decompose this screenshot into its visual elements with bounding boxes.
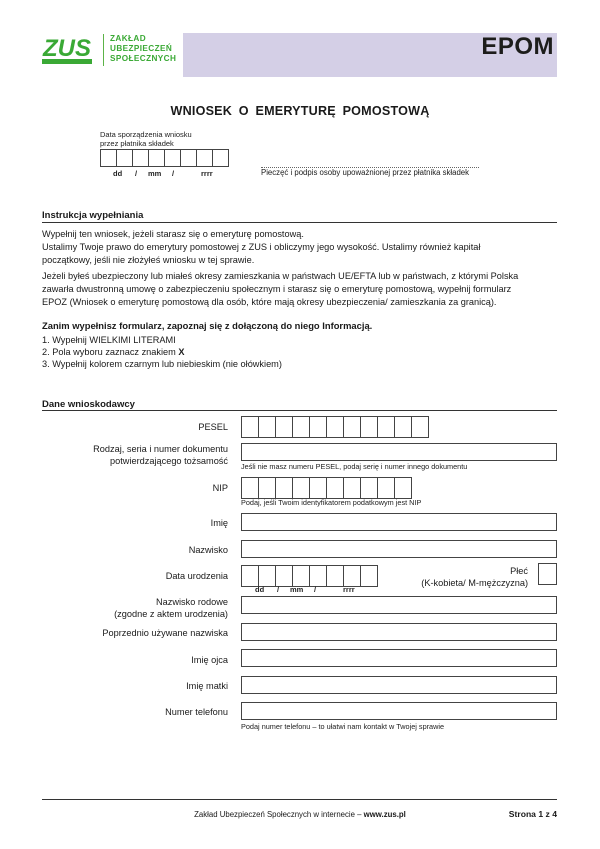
logo-line-1: ZAKŁAD — [110, 34, 147, 43]
instruction-heading: Instrukcja wypełniania — [42, 210, 144, 221]
nip-cell[interactable] — [377, 477, 395, 499]
applicant-rule — [42, 410, 557, 411]
step-2: 2. Pola wyboru zaznacz znakiem — [42, 347, 176, 357]
father-name-label: Imię ojca — [191, 655, 228, 665]
pesel-cell[interactable] — [360, 416, 378, 438]
applicant-heading: Dane wnioskodawcy — [42, 399, 135, 410]
logo-text: ZUS — [43, 35, 91, 62]
p2-line-3: EPOZ (Wniosek o emeryturę pomostową dla osób, które mają okresy ubezpieczenia/ zamieszkania za granicą). — [42, 297, 497, 307]
birth-cell[interactable] — [241, 565, 259, 587]
prep-date-label-2: przez płatnika składek — [100, 139, 174, 148]
sex-label-1: Płeć — [510, 566, 528, 576]
pesel-cell[interactable] — [326, 416, 344, 438]
phone-label: Numer telefonu — [165, 707, 228, 717]
document-label-1: Rodzaj, seria i numer dokumentu — [93, 444, 228, 454]
date-cell[interactable] — [180, 149, 197, 167]
form-code: EPOM — [481, 33, 554, 60]
nip-cell[interactable] — [292, 477, 310, 499]
pesel-cell[interactable] — [377, 416, 395, 438]
birth-cell[interactable] — [309, 565, 327, 587]
family-name-input[interactable] — [241, 596, 557, 614]
prep-date-mm: mm — [148, 169, 162, 178]
instruction-paragraph-2 — [42, 270, 557, 309]
family-name-label — [42, 596, 228, 620]
mother-name-label: Imię matki — [186, 681, 228, 691]
first-name-label: Imię — [210, 518, 228, 528]
instruction-steps — [42, 334, 282, 370]
date-cell[interactable] — [196, 149, 213, 167]
instruction-rule — [42, 222, 557, 223]
prep-date-label-1: Data sporządzenia wniosku — [100, 130, 192, 139]
footer-link[interactable]: www.zus.pl — [363, 810, 406, 819]
birth-cell[interactable] — [275, 565, 293, 587]
step-1: 1. Wypełnij WIELKIMI LITERAMI — [42, 335, 176, 345]
sex-input[interactable] — [538, 563, 557, 585]
birth-yyyy: rrrr — [343, 585, 355, 594]
birth-mm: mm — [290, 585, 304, 594]
pesel-cell[interactable] — [343, 416, 361, 438]
pesel-cell[interactable] — [275, 416, 293, 438]
birth-sep1: / — [277, 585, 280, 594]
birth-cell[interactable] — [343, 565, 361, 587]
pesel-label: PESEL — [198, 422, 228, 432]
document-label — [42, 443, 228, 467]
pesel-cell[interactable] — [292, 416, 310, 438]
birth-cell[interactable] — [258, 565, 276, 587]
logo-separator — [103, 34, 104, 66]
pesel-cell[interactable] — [309, 416, 327, 438]
first-name-input[interactable] — [241, 513, 557, 531]
date-cell[interactable] — [132, 149, 149, 167]
p1-line-3: początkowy, jeśli nie złożyłeś wniosku w tej sprawie. — [42, 255, 255, 265]
pesel-cell[interactable] — [394, 416, 412, 438]
prep-date-input[interactable] — [100, 149, 228, 167]
phone-input[interactable] — [241, 702, 557, 720]
family-name-label-1: Nazwisko rodowe — [156, 597, 228, 607]
prep-date-dd: dd — [113, 169, 123, 178]
phone-hint: Podaj numer telefonu – to ułatwi nam kontakt w Twojej sprawie — [241, 722, 445, 731]
birth-date-input[interactable] — [241, 565, 377, 587]
step-3: 3. Wypełnij kolorem czarnym lub niebieskim (nie ołówkiem) — [42, 359, 282, 369]
prep-date-sep2: / — [172, 169, 175, 178]
birth-dd: dd — [255, 585, 265, 594]
date-cell[interactable] — [212, 149, 229, 167]
pesel-cell[interactable] — [258, 416, 276, 438]
pesel-input[interactable] — [241, 416, 428, 438]
page-title: WNIOSEK O EMERYTURĘ POMOSTOWĄ — [170, 104, 430, 118]
prep-date-yyyy: rrrr — [201, 169, 213, 178]
nip-label: NIP — [212, 483, 228, 493]
date-cell[interactable] — [116, 149, 133, 167]
birth-sep2: / — [314, 585, 317, 594]
document-input[interactable] — [241, 443, 557, 461]
nip-cell[interactable] — [343, 477, 361, 499]
nip-cell[interactable] — [394, 477, 412, 499]
sex-label — [400, 565, 528, 589]
footer-text-main: Zakład Ubezpieczeń Społecznych w internecie – — [194, 810, 362, 819]
pesel-cell[interactable] — [241, 416, 259, 438]
nip-hint: Podaj, jeśli Twoim identyfikatorem podatkowym jest NIP — [241, 498, 422, 507]
footer-rule — [42, 799, 557, 800]
mother-name-input[interactable] — [241, 676, 557, 694]
instruction-paragraph-1 — [42, 228, 557, 267]
p1-line-2: Ustalimy Twoje prawo do emerytury pomostowej z ZUS i obliczymy jego wysokość. Ustalimy również kapitał — [42, 242, 481, 252]
birth-date-label: Data urodzenia — [165, 571, 228, 581]
zus-logo-icon — [42, 34, 92, 64]
prep-date-sep1: / — [135, 169, 138, 178]
nip-cell[interactable] — [309, 477, 327, 499]
nip-cell[interactable] — [241, 477, 259, 499]
father-name-input[interactable] — [241, 649, 557, 667]
surname-label: Nazwisko — [188, 545, 228, 555]
logo-line-2: UBEZPIECZEŃ — [110, 44, 173, 53]
previous-names-input[interactable] — [241, 623, 557, 641]
nip-cell[interactable] — [275, 477, 293, 499]
family-name-label-2: (zgodne z aktem urodzenia) — [114, 609, 228, 619]
sex-label-2: (K-kobieta/ M-mężczyzna) — [421, 578, 528, 588]
p2-line-1: Jeżeli byłeś ubezpieczony lub miałeś okresy zamieszkania w państwach UE/EFTA lub w państwach, z którymi Polska — [42, 271, 519, 281]
date-cell[interactable] — [164, 149, 181, 167]
nip-cell[interactable] — [360, 477, 378, 499]
birth-cell[interactable] — [326, 565, 344, 587]
signature-caption: Pieczęć i podpis osoby upoważnionej przez płatnika składek — [261, 168, 470, 177]
before-fill-heading: Zanim wypełnisz formularz, zapoznaj się z dołączoną do niego Informacją. — [42, 320, 373, 331]
p2-line-2: zawarła dwustronną umowę o zabezpieczeniu społecznym i starasz się o emeryturę pomostową, wypełnij formularz — [42, 284, 512, 294]
pesel-cell[interactable] — [411, 416, 429, 438]
document-label-2: potwierdzającego tożsamość — [110, 456, 228, 466]
p1-line-1: Wypełnij ten wniosek, jeżeli starasz się o emeryturę pomostową. — [42, 229, 304, 239]
nip-cell[interactable] — [326, 477, 344, 499]
date-cell[interactable] — [100, 149, 117, 167]
birth-cell[interactable] — [360, 565, 378, 587]
step-2-row — [42, 346, 282, 358]
document-hint: Jeśli nie masz numeru PESEL, podaj serię i numer innego dokumentu — [241, 462, 468, 471]
nip-cell[interactable] — [258, 477, 276, 499]
nip-input[interactable] — [241, 477, 411, 499]
date-cell[interactable] — [148, 149, 165, 167]
birth-cell[interactable] — [292, 565, 310, 587]
logo-line-3: SPOŁECZNYCH — [110, 54, 177, 63]
previous-names-label: Poprzednio używane nazwiska — [102, 628, 228, 638]
surname-input[interactable] — [241, 540, 557, 558]
page-number: Strona 1 z 4 — [508, 809, 557, 819]
step-2-mark: X — [178, 347, 185, 357]
